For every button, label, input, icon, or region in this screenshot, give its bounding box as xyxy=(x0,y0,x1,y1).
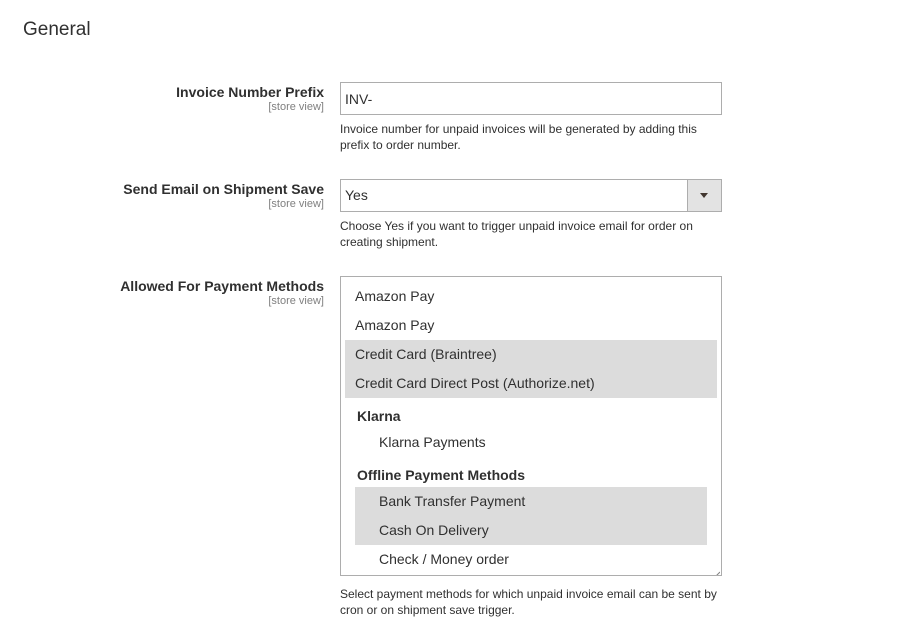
send-email-select[interactable] xyxy=(340,179,722,212)
payment-methods-scope: [store view] xyxy=(268,295,324,307)
send-email-label: Send Email on Shipment Save xyxy=(123,181,324,197)
multiselect-option[interactable]: Klarna Payments xyxy=(379,434,486,450)
optgroup-options-klarna xyxy=(355,428,707,457)
field-label-wrap xyxy=(120,277,324,308)
multiselect-list xyxy=(345,282,717,574)
multiselect-option-selected[interactable]: Cash On Delivery xyxy=(355,516,707,545)
optgroup-options-offline xyxy=(355,487,707,574)
payment-methods-label: Allowed For Payment Methods xyxy=(120,278,324,294)
resize-handle-icon[interactable] xyxy=(712,566,720,574)
send-email-note: Choose Yes if you want to trigger unpaid invoice email for order on creating shipment. xyxy=(340,219,693,249)
section-title: General xyxy=(23,19,91,40)
send-email-scope: [store view] xyxy=(268,198,324,210)
send-email-selected-value: Yes xyxy=(345,187,368,203)
multiselect-option-selected[interactable]: Bank Transfer Payment xyxy=(355,487,707,516)
payment-methods-control xyxy=(340,276,722,618)
invoice-prefix-control xyxy=(340,82,722,153)
multiselect-option[interactable]: Amazon Pay xyxy=(355,288,435,304)
invoice-prefix-scope: [store view] xyxy=(268,101,324,113)
field-label-wrap xyxy=(123,180,324,211)
multiselect-option[interactable]: Amazon Pay xyxy=(355,317,435,333)
invoice-prefix-label: Invoice Number Prefix xyxy=(176,84,324,100)
optgroup-label-klarna: Klarna xyxy=(357,408,401,424)
invoice-prefix-note: Invoice number for unpaid invoices will be generated by adding this prefix to order number. xyxy=(340,122,697,152)
send-email-control xyxy=(340,179,722,250)
multiselect-option[interactable]: Check / Money order xyxy=(379,551,509,567)
multiselect-option-selected[interactable]: Credit Card (Braintree) xyxy=(345,340,717,369)
optgroup-label-offline: Offline Payment Methods xyxy=(357,467,526,483)
select-toggle[interactable] xyxy=(687,180,721,211)
field-label-wrap xyxy=(176,83,324,114)
payment-methods-note: Select payment methods for which unpaid invoice email can be sent by cron or on shipment save trigger. xyxy=(340,587,717,617)
payment-methods-multiselect[interactable] xyxy=(340,276,722,576)
invoice-prefix-input[interactable] xyxy=(340,82,722,115)
multiselect-option-selected[interactable]: Credit Card Direct Post (Authorize.net) xyxy=(345,369,717,398)
chevron-down-icon xyxy=(700,193,708,198)
